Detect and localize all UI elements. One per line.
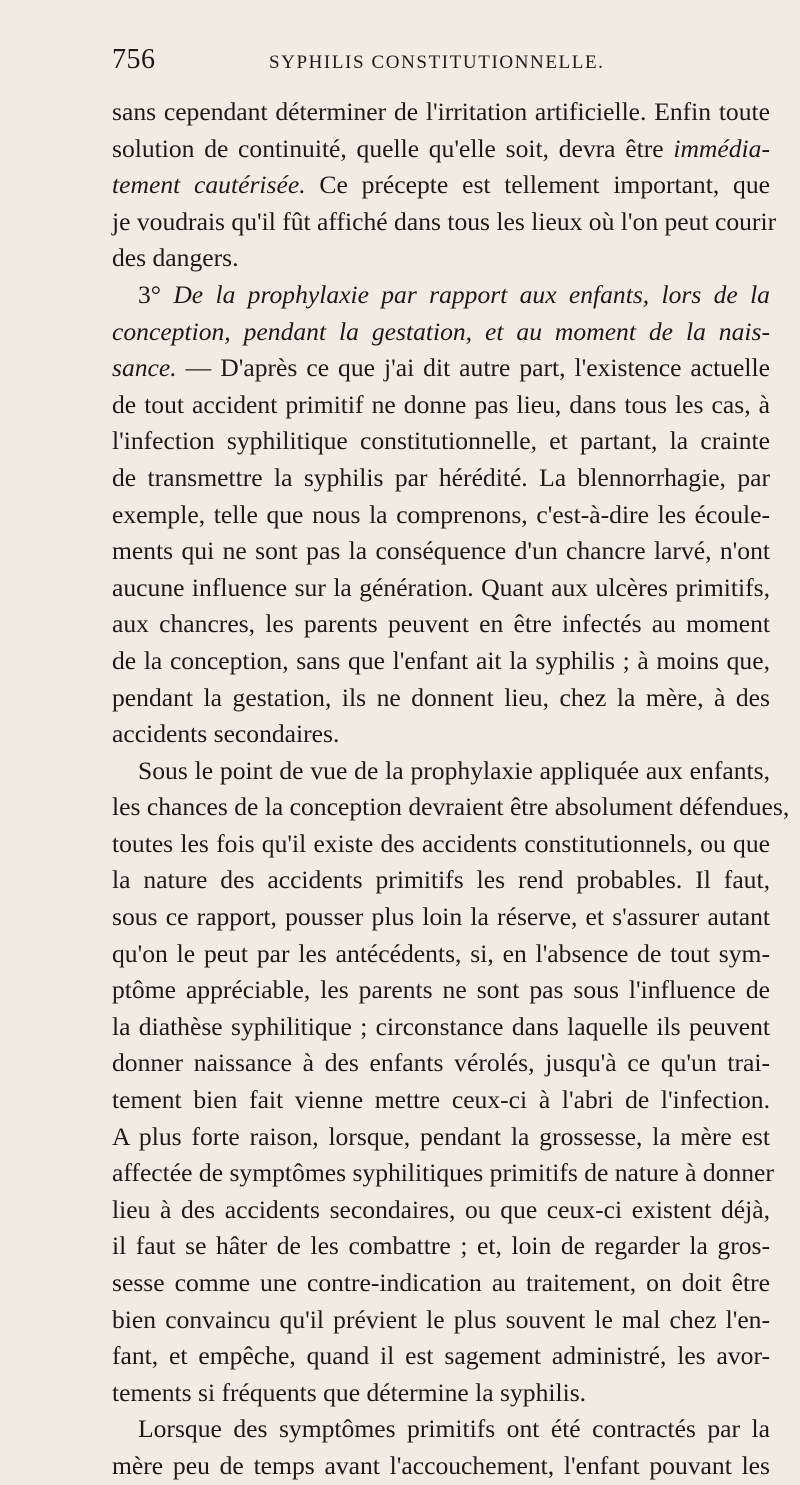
text-segment: 3° [138,279,174,309]
text-segment: Ce précepte est tellement important, que [305,170,770,200]
text-segment: la nature des accidents primitifs les rend probables. Il faut, [112,865,770,895]
italic-text-segment: immédia- [673,133,770,163]
text-line [112,680,770,717]
text-segment: Sous le point de vue de la prophylaxie appliquée aux enfants, [138,755,770,785]
text-segment: affectée de symptômes syphilitiques primitifs de nature à donner [112,1158,774,1188]
text-segment: sous ce rapport, pousser plus loin la réserve, et s'assurer autant [112,902,770,932]
text-line [112,1411,770,1448]
text-line [112,387,770,424]
running-head: SYPHILIS CONSTITUTIONNELLE. [268,52,605,73]
text-line [112,1082,770,1119]
text-line [112,240,770,277]
text-segment: de la conception, sans que l'enfant ait la syphilis ; à moins que, [112,645,770,675]
italic-text-segment: tement cautérisée. [112,170,306,200]
text-segment: aux chancres, les parents peuvent en être infectés au moment [112,609,770,639]
text-line [112,643,770,680]
text-segment: des dangers. [112,243,239,273]
text-segment: sesse comme une contre-indication au traitement, on doit être [112,1268,770,1297]
text-line [112,1155,774,1192]
text-line [112,350,770,387]
text-segment: pendant la gestation, ils ne donnent lieu, chez la mère, à des [112,682,770,712]
text-segment: l'infection syphilitique constitutionnelle, et partant, la crainte [112,426,770,456]
text-line [112,131,770,168]
text-line [112,1302,770,1339]
text-line [112,1375,770,1412]
text-segment: je voudrais qu'il fût affiché dans tous les lieux où l'on peut courir [112,206,777,236]
text-line [112,570,770,607]
text-line [112,972,770,1009]
text-line [112,753,770,790]
text-segment: toutes les fois qu'il existe des accidents constitutionnels, ou que [112,828,770,858]
text-line [112,716,770,753]
text-line [112,1338,770,1375]
text-line [112,1009,770,1046]
text-segment: qu'on le peut par les antécédents, si, en l'absence de tout sym- [112,938,770,968]
text-line [112,277,770,314]
italic-text-segment: sance. [112,353,177,383]
text-segment: ments qui ne sont pas la conséquence d'un chancre larvé, n'ont [112,536,770,566]
text-line [112,204,777,241]
text-segment: donner naissance à des enfants vérolés, jusqu'à ce qu'un trai- [112,1048,770,1078]
text-line [112,497,770,534]
text-line [112,826,770,863]
text-segment: il faut se hâter de les combattre ; et, loin de regarder la gros- [112,1231,770,1261]
text-segment: — D'après ce que j'ai dit autre part, l'existence actuelle [176,353,770,383]
text-segment: bien convaincu qu'il prévient le plus souvent le mal chez l'en- [112,1304,770,1334]
text-line [112,167,770,204]
text-segment: aucune influence sur la génération. Quant aux ulcères primitifs, [112,572,770,602]
italic-text-segment: De la prophylaxie par rapport aux enfants, lors de la [173,279,770,309]
text-line [112,423,770,460]
text-line [112,1045,770,1082]
text-line [112,606,770,643]
text-line [112,1228,770,1265]
text-segment: les chances de la conception devraient être absolument défendues, [112,792,790,822]
italic-text-segment: conception, pendant la gestation, et au moment de la nais- [112,316,770,346]
text-line [112,533,770,570]
text-segment: tements si fréquents que détermine la syphilis. [112,1377,587,1407]
text-segment: sans cependant déterminer de l'irritation artificielle. Enfin toute [112,97,770,126]
text-segment: ptôme appréciable, les parents ne sont pas sous l'influence de [112,975,770,1005]
text-line [112,789,790,826]
text-segment: tement bien fait vienne mettre ceux-ci à l'abri de l'infection. [112,1085,770,1115]
text-segment: solution de continuité, quelle qu'elle soit, devra être [112,133,674,163]
text-line [112,1265,770,1302]
text-segment: fant, et empêche, quand il est sagement administré, les avor- [112,1341,770,1371]
text-segment: A plus forte raison, lorsque, pendant la grossesse, la mère est [112,1121,770,1151]
text-segment: accidents secondaires. [112,719,340,749]
text-line [112,936,770,973]
text-segment: Lorsque des symptômes primitifs ont été contractés par la [138,1414,770,1444]
page-header [112,44,766,84]
text-line [112,862,770,899]
text-segment: exemple, telle que nous la comprenons, c'est-à-dire les écoule- [112,499,770,529]
text-segment: mère peu de temps avant l'accouchement, l'enfant pouvant les [112,1450,770,1480]
body-text [112,94,790,1485]
text-line [112,1448,770,1485]
text-line [112,314,770,351]
text-segment: de tout accident primitif ne donne pas lieu, dans tous les cas, à [112,389,770,419]
page-number: 756 [112,44,156,75]
text-line [112,94,770,131]
text-line [112,460,770,497]
text-line [112,1192,770,1229]
text-segment: lieu à des accidents secondaires, ou que ceux-ci existent déjà, [112,1194,770,1224]
text-segment: la diathèse syphilitique ; circonstance dans laquelle ils peuvent [112,1011,770,1041]
text-line [112,1119,770,1156]
text-line [112,899,770,936]
text-segment: de transmettre la syphilis par hérédité. La blennorrhagie, par [112,462,770,492]
